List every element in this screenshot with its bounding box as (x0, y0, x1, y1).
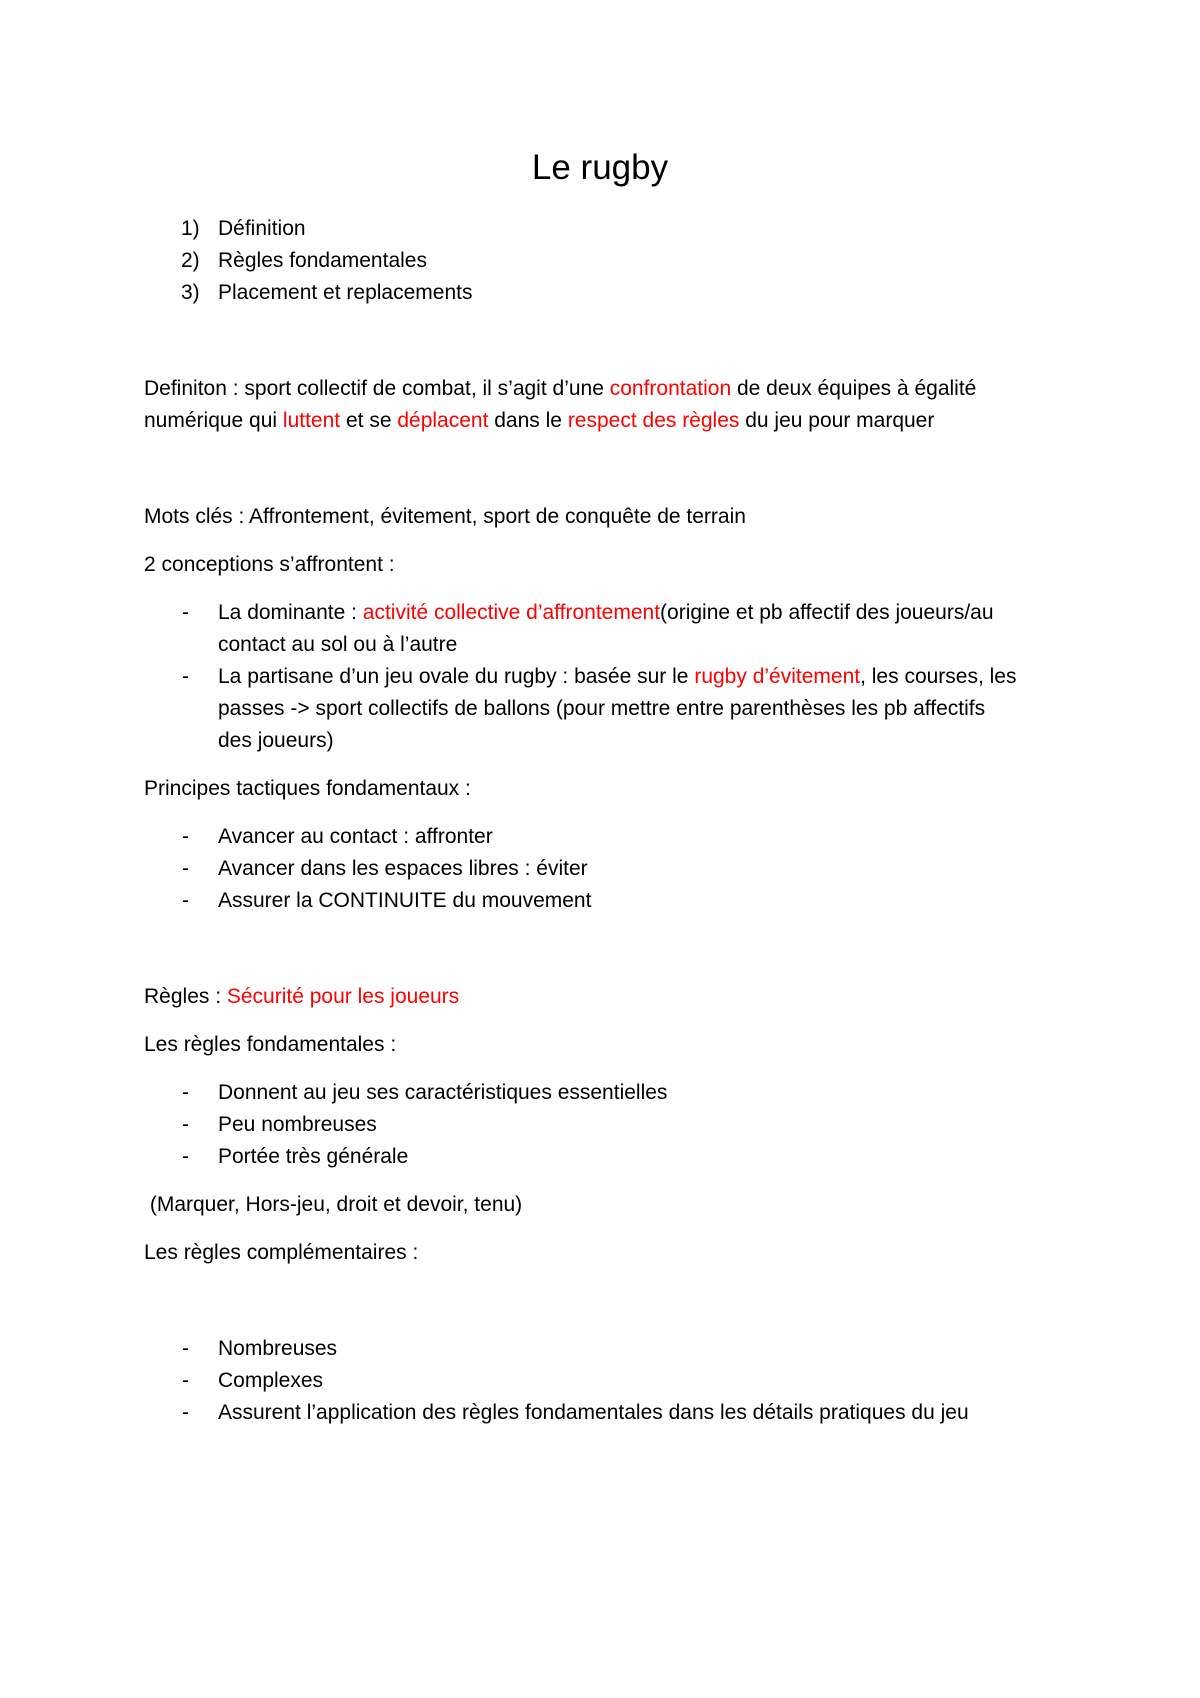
definition-text: numérique qui (144, 409, 283, 432)
complementaires-heading: Les règles complémentaires : (144, 1241, 419, 1264)
bullet-dash: - (182, 1145, 189, 1168)
page-title: Le rugby (531, 148, 669, 187)
toc-item-regles: Règles fondamentales (218, 249, 427, 272)
definition-text: du jeu pour marquer (739, 409, 935, 432)
toc-number: 3) (181, 281, 200, 304)
toc-item-placement: Placement et replacements (218, 281, 473, 304)
bullet-dash: - (182, 889, 189, 912)
conception-2-line-2: passes -> sport collectifs de ballons (pour mettre entre parenthèses les pb affectifs (218, 697, 986, 720)
conception-2-line-3: des joueurs) (218, 729, 334, 752)
principe-item: Avancer dans les espaces libres : éviter (218, 857, 588, 880)
bullet-dash: - (182, 1113, 189, 1136)
conception-text: La dominante : (218, 601, 363, 624)
conception-text: (origine et pb affectif des joueurs/au (660, 601, 994, 624)
bullet-dash: - (182, 665, 189, 688)
fondamentale-item: Portée très générale (218, 1145, 409, 1168)
bullet-dash: - (182, 1337, 189, 1360)
definition-text: dans le (488, 409, 568, 432)
principe-item: Avancer au contact : affronter (218, 825, 493, 848)
highlight-rugby-evitement: rugby d’évitement (694, 665, 861, 688)
bullet-dash: - (182, 1369, 189, 1392)
principe-item: Assurer la CONTINUITE du mouvement (218, 889, 592, 912)
fondamentales-heading: Les règles fondamentales : (144, 1033, 397, 1056)
toc-number: 1) (181, 217, 200, 240)
conception-1-line-2: contact au sol ou à l’autre (218, 633, 458, 656)
regles-label: Règles : (144, 985, 227, 1008)
highlight-confrontation: confrontation (609, 377, 732, 400)
fondamentale-item: Peu nombreuses (218, 1113, 377, 1136)
definition-text: de deux équipes à égalité (731, 377, 977, 400)
conception-text: , les courses, les (860, 665, 1017, 688)
highlight-luttent: luttent (282, 409, 341, 432)
conception-2-line-1 (218, 662, 1017, 692)
bullet-dash: - (182, 857, 189, 880)
highlight-deplacent: déplacent (397, 409, 489, 432)
toc-item-definition: Définition (218, 217, 306, 240)
highlight-respect-regles: respect des règles (567, 409, 740, 432)
complementaire-item: Complexes (218, 1369, 324, 1392)
conception-1-line-1 (218, 598, 994, 628)
definition-text: Definiton : sport collectif de combat, il s’agit d’une (144, 377, 610, 400)
complementaire-item: Assurent l’application des règles fondamentales dans les détails pratiques du jeu (218, 1401, 969, 1424)
highlight-securite: Sécurité pour les joueurs (226, 985, 460, 1008)
mots-cles: Mots clés : Affrontement, évitement, sport de conquête de terrain (144, 505, 746, 528)
bullet-dash: - (182, 1081, 189, 1104)
definition-line-2 (144, 406, 934, 436)
principes-heading: Principes tactiques fondamentaux : (144, 777, 471, 800)
bullet-dash: - (182, 825, 189, 848)
bullet-dash: - (182, 1401, 189, 1424)
regles-line (144, 982, 459, 1012)
fondamentale-item: Donnent au jeu ses caractéristiques essentielles (218, 1081, 668, 1104)
conception-text: La partisane d’un jeu ovale du rugby : basée sur le (218, 665, 695, 688)
complementaire-item: Nombreuses (218, 1337, 338, 1360)
toc-number: 2) (181, 249, 200, 272)
bullet-dash: - (182, 601, 189, 624)
highlight-activite-collective: activité collective d’affrontement (362, 601, 661, 624)
conceptions-heading: 2 conceptions s’affrontent : (144, 553, 395, 576)
definition-text: et se (340, 409, 398, 432)
definition-line-1 (144, 374, 976, 404)
fondamentales-note: (Marquer, Hors-jeu, droit et devoir, tenu) (144, 1193, 523, 1216)
